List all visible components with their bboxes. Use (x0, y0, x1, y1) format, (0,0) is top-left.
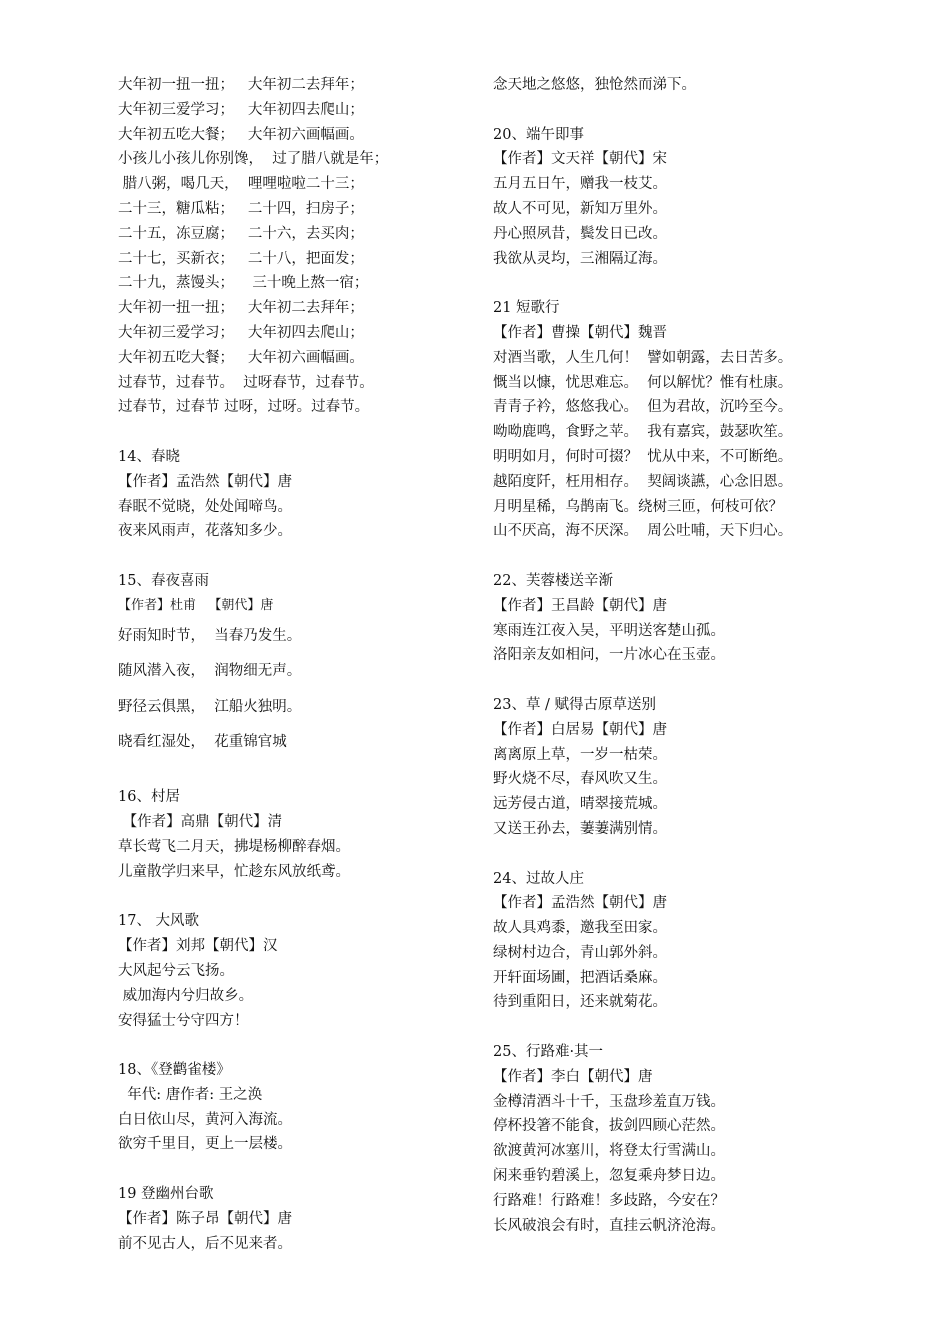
poem-title: 15、春夜喜雨 (118, 572, 209, 589)
text-line: 寒雨连江夜入吴，平明送客楚山孤。 (493, 622, 725, 639)
text-line: 金樽清酒斗十千，玉盘珍羞直万钱。 (493, 1093, 725, 1110)
poem-title: 24、过故人庄 (493, 870, 584, 887)
text-line: 行路难！行路难！多歧路，今安在？ (493, 1192, 725, 1209)
text-line: 夜来风雨声，花落知多少。 (118, 523, 292, 540)
blank-line (118, 885, 518, 910)
text-line: 五月五日午，赠我一枝艾。 (493, 176, 667, 193)
poem-title: 22、芙蓉楼送辛渐 (493, 572, 613, 589)
poem-line: 晓看红湿处， 花重锦官城 (118, 734, 287, 751)
text-line: 开轩面场圃，把酒话桑麻。 (493, 969, 667, 986)
poem-title: 16、村居 (118, 789, 180, 806)
text-line: 大年初三爱学习； 大年初四去爬山； (118, 101, 364, 118)
right-column (493, 73, 893, 1238)
poem-title: 23、草 / 赋得古原草送别 (493, 696, 657, 713)
text-line: 慨当以慷，忧思难忘。 何以解忧？惟有杜康。 (493, 374, 793, 391)
text-line: 大风起兮云飞扬。 (118, 962, 234, 979)
author-line: 【作者】杜甫 【朝代】唐 (118, 597, 274, 613)
text-line: 洛阳亲友如相问，一片冰心在玉壶。 (493, 647, 725, 664)
blank-line (118, 544, 518, 569)
text-line: 春眠不觉晓，处处闻啼鸟。 (118, 498, 292, 515)
poem-line: 好雨知时节， 当春乃发生。 (118, 627, 302, 644)
left-column (118, 73, 518, 1256)
text-line: 对酒当歌，人生几何！ 譬如朝露，去日苦多。 (493, 349, 793, 366)
text-line: 念天地之悠悠，独怆然而涕下。 (493, 77, 696, 93)
text-line: 野火烧不尽，春风吹又生。 (493, 771, 667, 788)
text-line: 又送王孙去，萋萋满别情。 (493, 820, 667, 837)
poem-title: 19 登幽州台歌 (118, 1186, 214, 1203)
text-line: 过春节，过春节。 过呀春节，过春节。 (118, 374, 374, 391)
blank-line (493, 98, 893, 123)
text-line: 大年初五吃大餐； 大年初六画幅画。 (118, 126, 364, 143)
text-line: 【作者】陈子昂【朝代】唐 (118, 1210, 292, 1227)
text-line: 【作者】李白【朝代】唐 (493, 1068, 653, 1085)
text-line: 年代: 唐作者: 王之涣 (118, 1086, 263, 1103)
text-line: 长风破浪会有时，直挂云帆济沧海。 (493, 1217, 725, 1234)
text-line: 小孩儿小孩儿你别馋， 过了腊八就是年； (118, 151, 389, 168)
text-line: 我欲从灵均，三湘隔辽海。 (493, 250, 667, 267)
text-line: 越陌度阡，枉用相存。 契阔谈讌，心念旧恩。 (493, 473, 793, 490)
blank-line (493, 668, 893, 693)
text-line: 大年初五吃大餐； 大年初六画幅画。 (118, 349, 364, 366)
poem-line: 野径云俱黑， 江船火独明。 (118, 698, 302, 715)
blank-line (493, 1015, 893, 1040)
text-line: 【作者】孟浩然【朝代】唐 (118, 473, 292, 490)
text-line: 【作者】孟浩然【朝代】唐 (493, 895, 667, 912)
poem-title: 14、春晓 (118, 448, 180, 465)
poem-title: 17、 大风歌 (118, 913, 200, 930)
text-line: 欲穷千里目，更上一层楼。 (118, 1136, 292, 1153)
blank-line (493, 842, 893, 867)
poem-title: 21 短歌行 (493, 300, 560, 317)
text-line: 远芳侵古道，晴翠接荒城。 (493, 796, 667, 813)
text-line: 青青子衿，悠悠我心。 但为君故，沉吟至今。 (493, 399, 793, 416)
text-line: 丹心照夙昔，鬓发日已改。 (493, 225, 667, 242)
blank-line (118, 761, 518, 786)
text-line: 停杯投箸不能食，拔剑四顾心茫然。 (493, 1118, 725, 1135)
text-line: 月明星稀，乌鹊南飞。绕树三匝，何枝可依？ (493, 498, 783, 515)
text-line: 闲来垂钓碧溪上，忽复乘舟梦日边。 (493, 1168, 725, 1185)
blank-line (118, 420, 518, 445)
text-line: 过春节，过春节 过呀，过呀。过春节。 (118, 399, 370, 416)
poem-title: 20、端午即事 (493, 126, 584, 143)
poem-title: 18、《登鹳雀楼》 (118, 1062, 231, 1079)
poem-title: 25、行路难·其一 (493, 1044, 604, 1061)
text-line: 前不见古人，后不见来者。 (118, 1235, 292, 1252)
text-line: 威加海内兮归故乡。 (118, 987, 254, 1004)
text-line: 绿树村边合，青山郭外斜。 (493, 944, 667, 961)
text-line: 故人不可见，新知万里外。 (493, 200, 667, 217)
text-line: 大年初一扭一扭； 大年初二去拜年； (118, 77, 364, 93)
text-line: 儿童散学归来早，忙趁东风放纸鸢。 (118, 863, 350, 880)
text-line: 【作者】白居易【朝代】唐 (493, 721, 667, 738)
text-line: 白日依山尽，黄河入海流。 (118, 1111, 292, 1128)
text-line: 待到重阳日，还来就菊花。 (493, 994, 667, 1011)
text-line: 【作者】刘邦【朝代】汉 (118, 938, 278, 955)
text-line: 大年初一扭一扭； 大年初二去拜年； (118, 300, 364, 317)
text-line: 【作者】高鼎【朝代】清 (118, 814, 283, 831)
text-line: 二十七，买新衣； 二十八，把面发； (118, 250, 364, 267)
text-line: 二十九，蒸馒头； 三十晚上熬一宿； (118, 275, 369, 292)
text-line: 山不厌高，海不厌深。 周公吐哺，天下归心。 (493, 523, 793, 540)
blank-line (118, 1157, 518, 1182)
text-line: 【作者】文天祥【朝代】宋 (493, 151, 667, 168)
text-line: 二十五，冻豆腐； 二十六，去买肉； (118, 225, 364, 242)
text-line: 二十三，糖瓜粘； 二十四，扫房子； (118, 200, 364, 217)
poem-line: 随风潜入夜， 润物细无声。 (118, 663, 302, 680)
text-line: 【作者】王昌龄【朝代】唐 (493, 597, 667, 614)
blank-line (118, 1033, 518, 1058)
text-line: 明明如月，何时可掇？ 忧从中来，不可断绝。 (493, 448, 793, 465)
blank-line (493, 544, 893, 569)
text-line: 故人具鸡黍，邀我至田家。 (493, 920, 667, 937)
text-line: 欲渡黄河冰塞川，将登太行雪满山。 (493, 1143, 725, 1160)
text-line: 呦呦鹿鸣，食野之苹。 我有嘉宾，鼓瑟吹笙。 (493, 424, 793, 441)
blank-line (493, 271, 893, 296)
text-line: 离离原上草，一岁一枯荣。 (493, 746, 667, 763)
text-line: 草长莺飞二月天，拂堤杨柳醉春烟。 (118, 838, 350, 855)
text-line: 【作者】曹操【朝代】魏晋 (493, 324, 667, 341)
text-line: 大年初三爱学习； 大年初四去爬山； (118, 324, 364, 341)
text-line: 腊八粥，喝几天， 哩哩啦啦二十三； (118, 176, 364, 193)
text-line: 安得猛士兮守四方！ (118, 1012, 249, 1029)
